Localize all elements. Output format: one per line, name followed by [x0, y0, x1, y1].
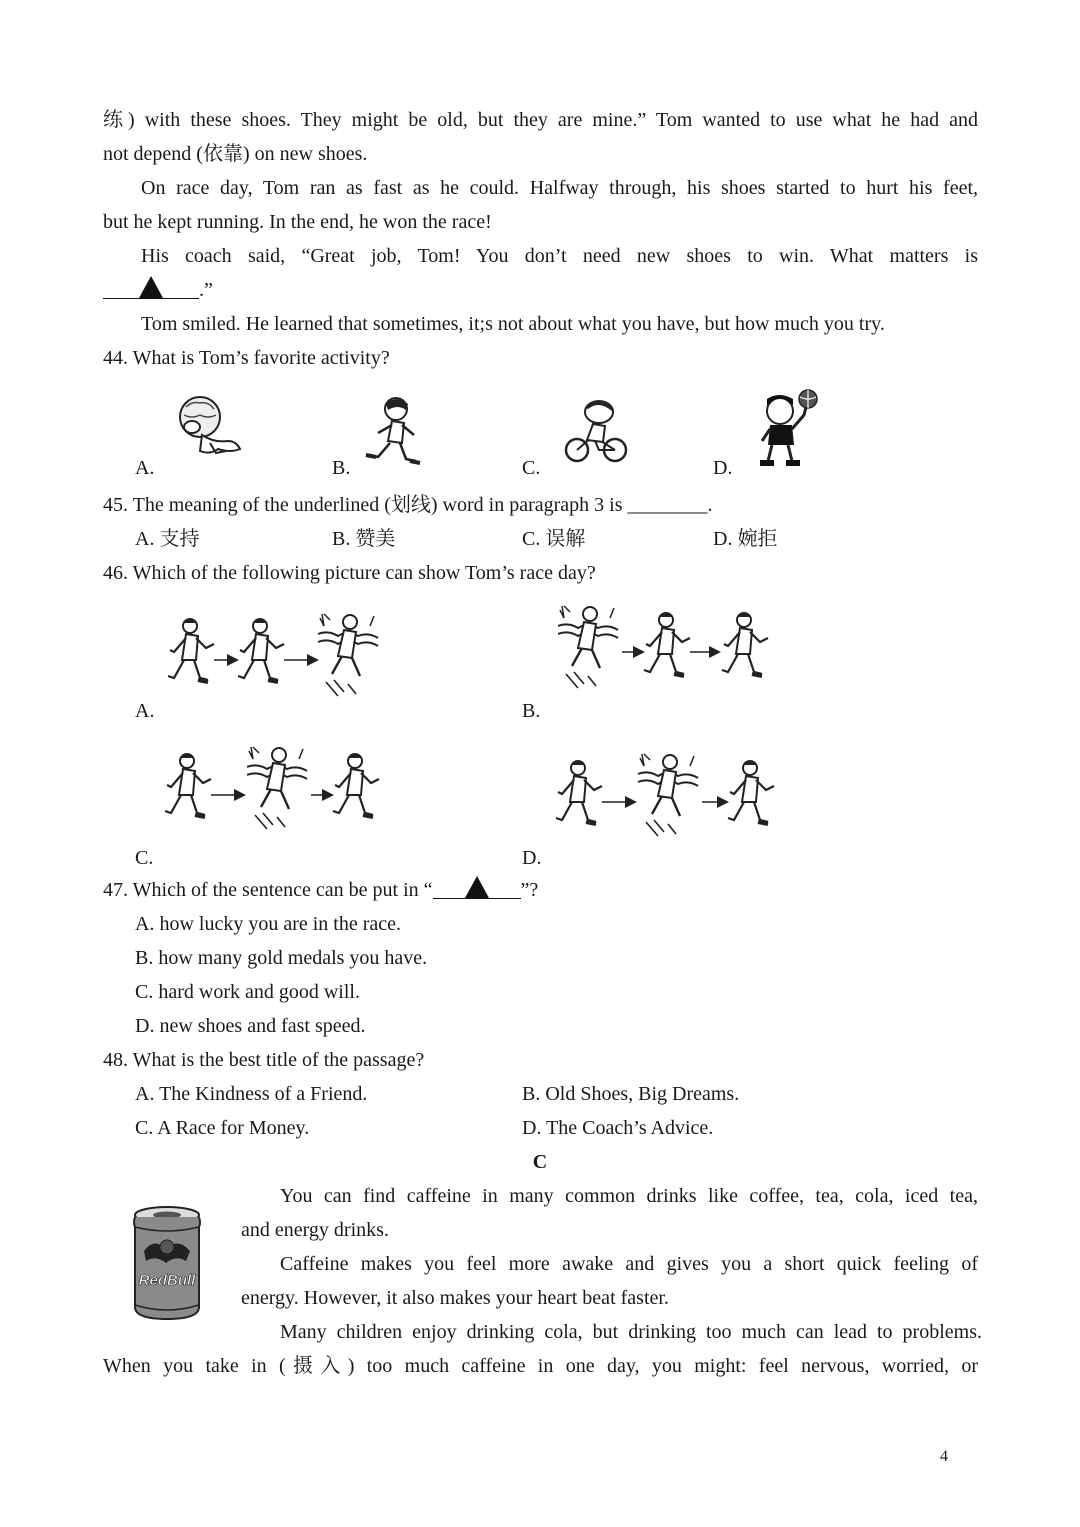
question-47-stem: 47. Which of the sentence can be put in “ ”? [103, 877, 978, 903]
passage-line: not depend (依靠) on new shoes. [103, 143, 368, 165]
passage-line: but he kept running. In the end, he won the race! [103, 211, 492, 233]
passage-line: and energy drinks. [241, 1219, 389, 1241]
question-44-stem: 44. What is Tom’s favorite activity? [103, 347, 390, 369]
q46-option-d[interactable]: D. [522, 847, 542, 869]
answer-blank[interactable] [433, 878, 521, 899]
answer-blank[interactable] [103, 278, 199, 299]
question-45-stem: 45. The meaning of the underlined (划线) word in paragraph 3 is ________. [103, 494, 713, 516]
energy-drink-can-image [130, 1205, 204, 1323]
q45-option-b[interactable]: B. 赞美 [332, 528, 396, 550]
triangle-icon [139, 276, 163, 298]
q47-option-d[interactable]: D. new shoes and fast speed. [135, 1015, 366, 1037]
triangle-icon [465, 876, 489, 898]
q47-option-b[interactable]: B. how many gold medals you have. [135, 947, 428, 969]
q47-option-c[interactable]: C. hard work and good will. [135, 981, 360, 1003]
q45-option-c[interactable]: C. 误解 [522, 528, 586, 550]
q44-option-a[interactable]: A. [135, 457, 155, 479]
q47-option-a[interactable]: A. how lucky you are in the race. [135, 913, 402, 935]
page-number: 4 [940, 1448, 948, 1465]
race-sequence-a-image [168, 610, 383, 710]
passage-line: On race day, Tom ran as fast as he could. Halfway through, his shoes started to hurt his feet, [141, 177, 978, 199]
passage-line: You can find caffeine in many common drinks like coffee, tea, cola, iced tea, [280, 1185, 978, 1207]
basketball-player-icon [754, 389, 820, 469]
section-heading: C [532, 1151, 548, 1173]
q45-option-d[interactable]: D. 婉拒 [713, 528, 778, 550]
q44-option-b[interactable]: B. [332, 457, 351, 479]
q46-option-a[interactable]: A. [135, 700, 155, 722]
race-sequence-c-image [165, 743, 397, 847]
race-sequence-b-image [558, 602, 783, 706]
swimmer-icon [174, 395, 244, 467]
passage-line: When you take in (摄入) too much caffeine in one day, you might: feel nervous, worried, or [103, 1355, 978, 1377]
q44-option-c[interactable]: C. [522, 457, 541, 479]
passage-line: Caffeine makes you feel more awake and gives you a short quick feeling of [280, 1253, 978, 1275]
question-48-stem: 48. What is the best title of the passage? [103, 1049, 425, 1071]
passage-line: energy. However, it also makes your heart beat faster. [241, 1287, 669, 1309]
can-logo-text: RedBull [138, 1272, 196, 1289]
passage-line: Tom smiled. He learned that sometimes, it;s not about what you have, but how much you try. [141, 313, 885, 335]
q46-option-b[interactable]: B. [522, 700, 541, 722]
q48-option-d[interactable]: D. The Coach’s Advice. [522, 1117, 714, 1139]
passage-line: Many children enjoy drinking cola, but drinking too much can lead to problems. [280, 1321, 982, 1343]
runner-icon [362, 395, 424, 473]
passage-line: 练) with these shoes. They might be old, but they are mine.” Tom wanted to use what he had and [103, 109, 978, 131]
q44-option-d[interactable]: D. [713, 457, 733, 479]
cyclist-icon [563, 398, 629, 464]
passage-line: His coach said, “Great job, Tom! You don’t need new shoes to win. What matters is [141, 245, 978, 267]
q48-option-c[interactable]: C. A Race for Money. [135, 1117, 310, 1139]
q48-option-a[interactable]: A. The Kindness of a Friend. [135, 1083, 368, 1105]
passage-line-with-blank: .” [103, 277, 978, 303]
q45-option-a[interactable]: A. 支持 [135, 528, 200, 550]
q46-option-c[interactable]: C. [135, 847, 154, 869]
q48-option-b[interactable]: B. Old Shoes, Big Dreams. [522, 1083, 740, 1105]
question-46-stem: 46. Which of the following picture can show Tom’s race day? [103, 562, 596, 584]
race-sequence-d-image [556, 750, 792, 854]
